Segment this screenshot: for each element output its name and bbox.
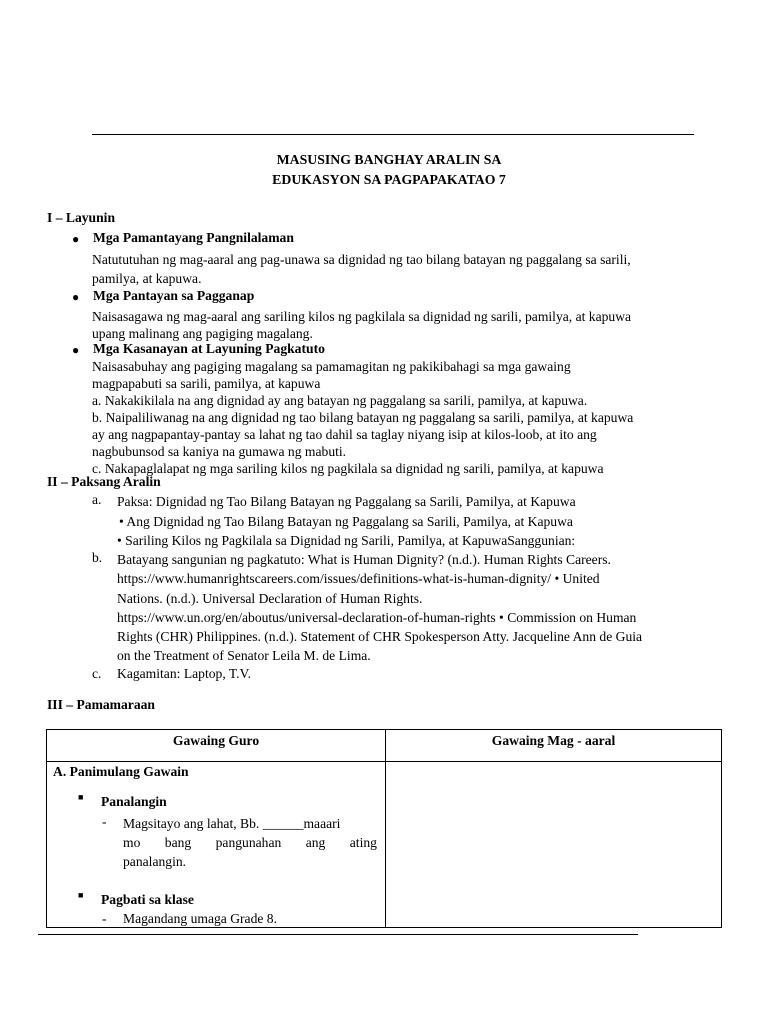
text-line: b. Naipaliliwanag na ang dignidad ng tao bilang batayan ng paggalang sa sarili, pamilya, at kapuwa (92, 410, 634, 425)
justified-word: ang (305, 835, 326, 850)
table-header-row (47, 730, 722, 762)
prayer-text (123, 814, 377, 871)
greeting-text: Magandang umaga Grade 8. (123, 911, 278, 926)
bullet-icon: ● (72, 343, 80, 357)
text-line: a. Nakakikilala na ang dignidad ay ang batayan ng paggalang sa sarili, pamilya, at kapuwa. (92, 393, 588, 408)
section3-heading: III – Pamamaraan (47, 697, 155, 712)
square-bullet-icon: ■ (78, 890, 84, 900)
dash-marker: - (102, 911, 107, 926)
text-line: • Ang Dignidad ng Tao Bilang Batayan ng Paggalang sa Sarili, Pamilya, at Kapuwa (119, 513, 573, 529)
item-label-prayer: Panalangin (101, 794, 167, 809)
col-header-student: Gawaing Mag - aaral (386, 730, 722, 762)
justified-word: ating (349, 835, 377, 850)
student-activity-cell (386, 762, 722, 928)
text-line: nagbubunsod sa kaniya na gumawa ng mabuti. (92, 444, 347, 459)
bullet-icon: ● (72, 232, 80, 246)
materials-text: Kagamitan: Laptop, T.V. (117, 666, 252, 681)
text-line: https://www.un.org/en/aboutus/universal-declaration-of-human-rights • Commission on Human (117, 609, 637, 625)
dash-marker: - (102, 814, 107, 829)
square-bullet-icon: ■ (78, 792, 84, 802)
text-line: on the Treatment of Senator Leila M. de Lima. (117, 648, 371, 664)
text-line: Batayang sangunian ng pagkatuto: What is Human Dignity? (n.d.). Human Rights Careers. (117, 552, 611, 567)
text-line: Natututuhan ng mag-aaral ang pag-unawa sa dignidad ng tao bilang batayan ng paggalang sa sarili, (92, 252, 631, 267)
text-line: Nations. (n.d.). Universal Declaration of Human Rights. (117, 590, 423, 606)
objective-text-1 (92, 250, 631, 288)
references-block (117, 550, 642, 666)
text-line: https://www.humanrightscareers.com/issues/definitions-what-is-human-dignity/ • United (117, 571, 600, 587)
text-line: • Sariling Kilos ng Pagkilala sa Dignidad ng Sarili, Pamilya, at KapuwaSanggunian: (117, 533, 576, 548)
text-line: Naisasabuhay ang pagiging magalang sa pamamagitan ng pakikibahagi sa mga gawaing (92, 359, 571, 374)
bullet-icon: ● (72, 290, 80, 304)
objective-text-3 (92, 358, 633, 477)
text-line: c. Nakapaglalapat ng mga sariling kilos ng pagkilala sa dignidad ng sarili, pamilya, at kapuwa (92, 461, 604, 476)
section1-heading: I – Layunin (47, 210, 116, 225)
bottom-rule (38, 934, 638, 935)
list-marker-b: b. (92, 550, 103, 565)
document-title-line2: EDUKASYON SA PAGPAPAKATAO 7 (272, 172, 506, 187)
objective-text-2 (92, 308, 631, 342)
text-line: Naisasagawa ng mag-aaral ang sariling kilos ng pagkilala sa dignidad ng sarili, pamilya, at kapuwa (92, 309, 632, 324)
text-line (123, 833, 377, 852)
document-title-line1: MASUSING BANGHAY ARALIN SA (276, 152, 502, 167)
procedure-table (46, 729, 722, 928)
objective-label-3: Mga Kasanayan at Layuning Pagkatuto (93, 341, 325, 356)
table-row (47, 762, 722, 928)
text-line: magpapabuti sa sarili, pamilya, at kapuwa (92, 376, 321, 391)
justified-word: mo (123, 835, 141, 850)
text-line: panalangin. (123, 854, 187, 869)
objective-label-1: Mga Pamantayang Pangnilalaman (93, 230, 294, 245)
justified-word: bang (164, 835, 192, 850)
text-line: Magsitayo ang lahat, Bb. ______maaari (123, 816, 341, 831)
text-line: pamilya, at kapuwa. (92, 271, 202, 286)
top-rule (92, 134, 694, 135)
list-marker-c: c. (92, 666, 102, 681)
list-marker-a: a. (92, 492, 102, 507)
text-line: ay ang nagpapantay-pantay sa lahat ng tao dahil sa taglay niyang isip at kilos-loob, at ito ang (92, 427, 597, 442)
text-line: Rights (CHR) Philippines. (n.d.). Statement of CHR Spokesperson Atty. Jacqueline Ann de Guia (117, 629, 643, 645)
col-header-teacher: Gawaing Guro (47, 730, 386, 762)
justified-word: pangunahan (215, 835, 282, 850)
text-line: Paksa: Dignidad ng Tao Bilang Batayan ng Paggalang sa Sarili, Pamilya, at Kapuwa (117, 494, 576, 509)
item-label-greeting: Pagbati sa klase (101, 892, 194, 907)
section2-heading: II – Paksang Aralin (47, 474, 161, 489)
teacher-activity-cell (47, 762, 386, 928)
objective-label-2: Mga Pantayan sa Pagganap (93, 288, 255, 303)
text-line: upang malinang ang pagiging magalang. (92, 326, 313, 341)
topic-block (117, 492, 576, 551)
part-heading: A. Panimulang Gawain (53, 764, 189, 779)
